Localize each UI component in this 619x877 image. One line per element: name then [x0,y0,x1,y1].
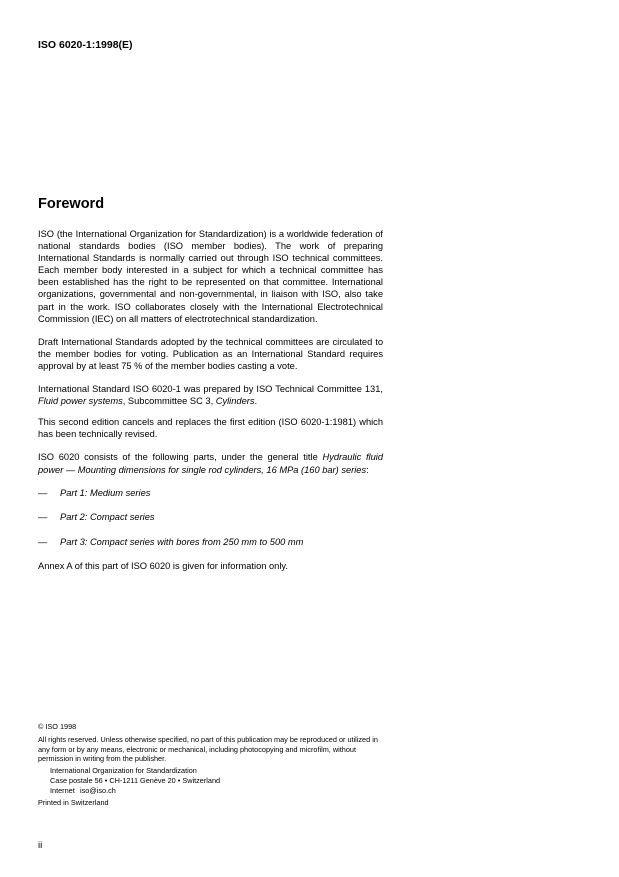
copyright-line: © ISO 1998 [38,722,77,731]
paragraph-edition: This second edition cancels and replaces the first edition (ISO 6020-1:1981) which has been technically revised. [38,417,383,440]
general-title: Hydraulic fluid power — Mounting dimensions for single rod cylinders, 16 MPa (160 bar) series [38,452,384,475]
postal-address: Case postale 56 • CH-1211 Genève 20 • Switzerland [50,775,221,785]
internet-email: iso@iso.ch [80,785,116,795]
list-item-text: Part 3: Compact series with bores from 250 mm to 500 mm [60,536,304,547]
list-item [38,511,383,523]
list-item-text: Part 2: Compact series [60,512,155,523]
document-id-header: ISO 6020-1:1998(E) [38,39,133,51]
prepared-by-end: . [254,396,258,407]
paragraph-parts-intro [38,451,383,475]
copyright-block [38,722,383,807]
list-dash: — [38,536,48,547]
page-number: ii [38,840,43,851]
page-title: Foreword [38,196,105,212]
internet-label: Internet [50,785,75,795]
prepared-by-mid-text: , Subcommittee SC 3, [122,396,216,407]
paragraph-iso-description: ISO (the International Organization for Standardization) is a worldwide federation of national standards bodies (ISO member bodies). The work of preparing International Standards is normally carried out through ISO technical committees. Each member body interested in a subject for which a technical committee has been established has the right to be represented on that committee. International organizations, governmental and non-governmental, in liaison with ISO, also take part in the work. ISO collaborates closely with the International Electrotechnical Commission (IEC) on all matters of electrotechnical standardization. [38,229,383,324]
list-item [38,487,383,499]
committee-name: Fluid power systems [38,396,123,407]
subcommittee-name: Cylinders [215,396,255,407]
parts-list [38,487,383,548]
foreword-body [38,228,383,583]
list-item [38,536,383,548]
paragraph-prepared-by [38,383,383,407]
paragraph-draft-standards: Draft International Standards adopted by the technical committees are circulated to the member bodies for voting. Publication as an International Standard requires approval by at least 75 % of the member bodies casting a vote. [38,336,383,371]
rights-notice: All rights reserved. Unless otherwise specified, no part of this publication may be reproduced or utilized in any form or by any means, electronic or mechanical, including photocopying and microfilm, without permission in writing from the publisher. [38,734,378,764]
paragraph-annex: Annex A of this part of ISO 6020 is given for information only. [38,561,288,572]
prepared-by-text: International Standard ISO 6020-1 was prepared by ISO Technical Committee 131, [38,384,383,395]
parts-intro-end: : [366,464,369,475]
list-dash: — [38,487,48,498]
printed-in: Printed in Switzerland [38,797,109,807]
parts-intro-text: ISO 6020 consists of the following parts, under the general title [38,452,323,463]
internet-contact [38,786,383,796]
list-dash: — [38,512,48,523]
organization-name: International Organization for Standardization [50,766,197,776]
list-item-text: Part 1: Medium series [60,487,151,498]
